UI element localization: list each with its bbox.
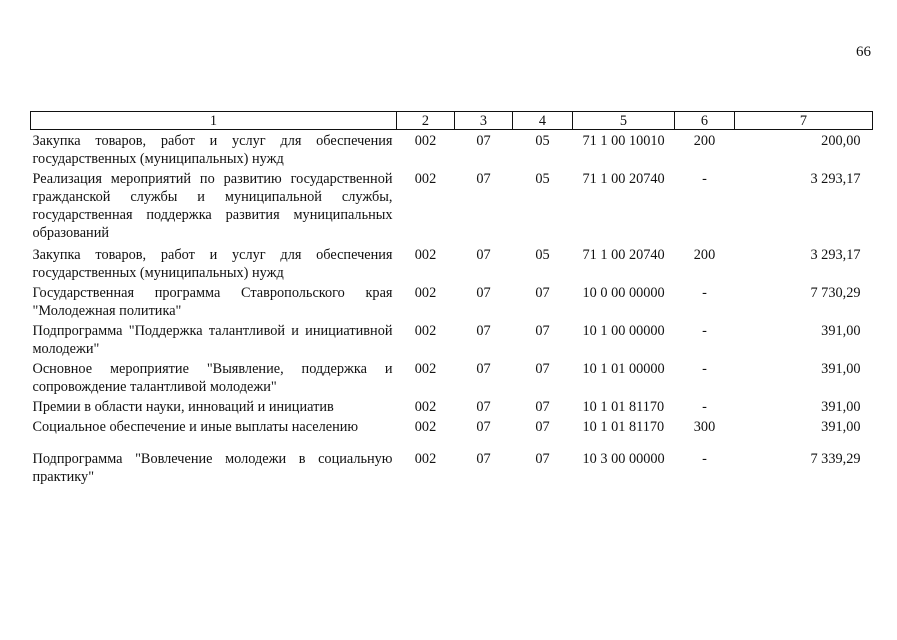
row-expense-type: - xyxy=(702,323,707,339)
column-header-admin: 2 xyxy=(397,112,455,130)
row-name: Основное мероприятие "Выявление, поддержка и сопровождение талантливой молодежи" xyxy=(32,361,393,395)
row-sum: 7 730,29 xyxy=(810,285,861,301)
row-section: 07 xyxy=(476,451,491,467)
row-target-item: 71 1 00 20740 xyxy=(582,247,665,263)
row-name: Социальное обеспечение и иные выплаты населению xyxy=(32,419,359,435)
row-target-item: 10 0 00 00000 xyxy=(582,285,665,301)
row-name: Премии в области науки, инноваций и инициатив xyxy=(32,399,334,415)
row-admin: 002 xyxy=(414,171,437,187)
table-row xyxy=(31,358,873,396)
budget-table xyxy=(30,111,873,486)
row-section: 07 xyxy=(476,171,491,187)
row-admin: 002 xyxy=(414,323,437,339)
row-expense-type: - xyxy=(702,285,707,301)
row-admin: 002 xyxy=(414,451,437,467)
page-number: 66 xyxy=(856,44,871,60)
table-row xyxy=(31,436,873,486)
row-expense-type: - xyxy=(702,361,707,377)
row-section: 07 xyxy=(476,247,491,263)
row-name: Закупка товаров, работ и услуг для обеспечения государственных (муниципальных) нужд xyxy=(32,133,393,167)
column-header-expense-type: 6 xyxy=(675,112,735,130)
column-header-section: 3 xyxy=(455,112,513,130)
row-sum: 3 293,17 xyxy=(810,247,861,263)
row-expense-type: 200 xyxy=(693,133,716,149)
row-target-item: 71 1 00 20740 xyxy=(582,171,665,187)
row-name: Подпрограмма "Вовлечение молодежи в социальную практику" xyxy=(32,451,393,485)
row-subsection: 07 xyxy=(535,419,550,435)
row-sum: 200,00 xyxy=(821,133,861,149)
row-subsection: 07 xyxy=(535,399,550,415)
row-sum: 391,00 xyxy=(821,399,861,415)
row-section: 07 xyxy=(476,323,491,339)
table-row xyxy=(31,416,873,436)
row-admin: 002 xyxy=(414,361,437,377)
row-target-item: 10 1 00 00000 xyxy=(582,323,665,339)
row-subsection: 07 xyxy=(535,323,550,339)
column-header-target-item: 5 xyxy=(573,112,675,130)
row-admin: 002 xyxy=(414,399,437,415)
table-row xyxy=(31,168,873,244)
table-row xyxy=(31,130,873,169)
row-name: Государственная программа Ставропольского края "Молодежная политика" xyxy=(32,285,393,319)
column-header-subsection: 4 xyxy=(513,112,573,130)
row-expense-type: 300 xyxy=(693,419,716,435)
row-target-item: 10 1 01 81170 xyxy=(582,419,665,435)
table-row xyxy=(31,244,873,282)
row-expense-type: - xyxy=(702,399,707,415)
row-subsection: 05 xyxy=(535,133,550,149)
row-sum: 3 293,17 xyxy=(810,171,861,187)
row-sum: 391,00 xyxy=(821,323,861,339)
table-row xyxy=(31,396,873,416)
table-row xyxy=(31,282,873,320)
row-section: 07 xyxy=(476,285,491,301)
row-sum: 7 339,29 xyxy=(810,451,861,467)
row-subsection: 07 xyxy=(535,285,550,301)
row-subsection: 05 xyxy=(535,171,550,187)
row-admin: 002 xyxy=(414,247,437,263)
row-expense-type: - xyxy=(702,171,707,187)
row-name: Реализация мероприятий по развитию государственной гражданской службы и муниципальной службы, государственная поддержка развития муниципальных образований xyxy=(32,171,393,241)
row-section: 07 xyxy=(476,133,491,149)
row-admin: 002 xyxy=(414,285,437,301)
row-sum: 391,00 xyxy=(821,419,861,435)
row-section: 07 xyxy=(476,419,491,435)
row-expense-type: 200 xyxy=(693,247,716,263)
table-header-row xyxy=(31,112,873,130)
row-subsection: 07 xyxy=(535,451,550,467)
row-subsection: 07 xyxy=(535,361,550,377)
column-header-sum: 7 xyxy=(735,112,873,130)
row-target-item: 10 1 01 81170 xyxy=(582,399,665,415)
row-section: 07 xyxy=(476,399,491,415)
row-sum: 391,00 xyxy=(821,361,861,377)
row-name: Подпрограмма "Поддержка талантливой и инициативной молодежи" xyxy=(32,323,393,357)
row-admin: 002 xyxy=(414,133,437,149)
row-expense-type: - xyxy=(702,451,707,467)
row-section: 07 xyxy=(476,361,491,377)
column-header-name: 1 xyxy=(31,112,397,130)
row-target-item: 71 1 00 10010 xyxy=(582,133,665,149)
table-row xyxy=(31,320,873,358)
row-admin: 002 xyxy=(414,419,437,435)
row-target-item: 10 3 00 00000 xyxy=(582,451,665,467)
row-subsection: 05 xyxy=(535,247,550,263)
row-name: Закупка товаров, работ и услуг для обеспечения государственных (муниципальных) нужд xyxy=(32,247,393,281)
row-target-item: 10 1 01 00000 xyxy=(582,361,665,377)
